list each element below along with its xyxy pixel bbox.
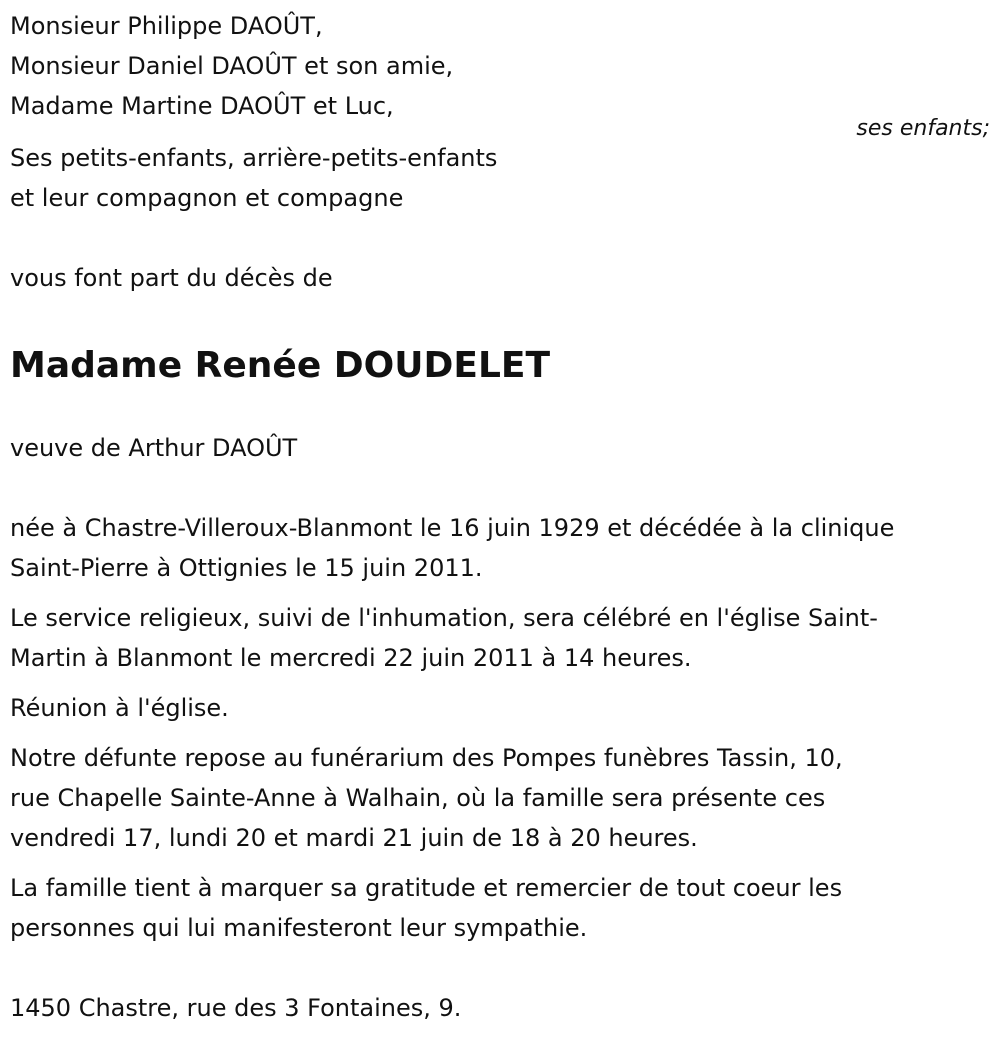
gratitude-paragraph bbox=[10, 868, 990, 948]
obituary-notice bbox=[10, 0, 990, 1028]
grandchildren-line: et leur compagnon et compagne bbox=[10, 184, 404, 212]
grandchildren-block bbox=[10, 138, 990, 218]
paragraph-line: Martin à Blanmont le mercredi 22 juin 2011 à 14 heures. bbox=[10, 644, 692, 672]
meeting-text: Réunion à l'église. bbox=[10, 694, 229, 722]
children-label: ses enfants; bbox=[856, 116, 990, 141]
paragraph-line: Saint-Pierre à Ottignies le 15 juin 2011. bbox=[10, 554, 483, 582]
paragraph-line: Le service religieux, suivi de l'inhumation, sera célébré en l'église Saint- bbox=[10, 604, 878, 632]
child-line: Madame Martine DAOÛT et Luc, bbox=[10, 92, 394, 120]
paragraph-line: née à Chastre-Villeroux-Blanmont le 16 juin 1929 et décédée à la clinique bbox=[10, 514, 895, 542]
child-line: Monsieur Daniel DAOÛT et son amie, bbox=[10, 52, 454, 80]
paragraph-line: vendredi 17, lundi 20 et mardi 21 juin de 18 à 20 heures. bbox=[10, 824, 698, 852]
address-text: 1450 Chastre, rue des 3 Fontaines, 9. bbox=[10, 994, 462, 1022]
children-block bbox=[10, 0, 990, 126]
paragraph-line: rue Chapelle Sainte-Anne à Walhain, où la famille sera présente ces bbox=[10, 784, 826, 812]
service-paragraph bbox=[10, 598, 990, 678]
paragraph-line: Notre défunte repose au funérarium des Pompes funèbres Tassin, 10, bbox=[10, 744, 843, 772]
widow-of-text: veuve de Arthur DAOÛT bbox=[10, 434, 298, 462]
paragraph-line: La famille tient à marquer sa gratitude et remercier de tout coeur les bbox=[10, 874, 843, 902]
funeral-home-paragraph bbox=[10, 738, 990, 858]
announce-text: vous font part du décès de bbox=[10, 264, 333, 292]
deceased-name: Madame Renée DOUDELET bbox=[10, 345, 551, 386]
paragraph-line: personnes qui lui manifesteront leur sympathie. bbox=[10, 914, 588, 942]
child-line: Monsieur Philippe DAOÛT, bbox=[10, 12, 323, 40]
grandchildren-line: Ses petits-enfants, arrière-petits-enfants bbox=[10, 144, 498, 172]
birth-death-paragraph bbox=[10, 508, 990, 588]
